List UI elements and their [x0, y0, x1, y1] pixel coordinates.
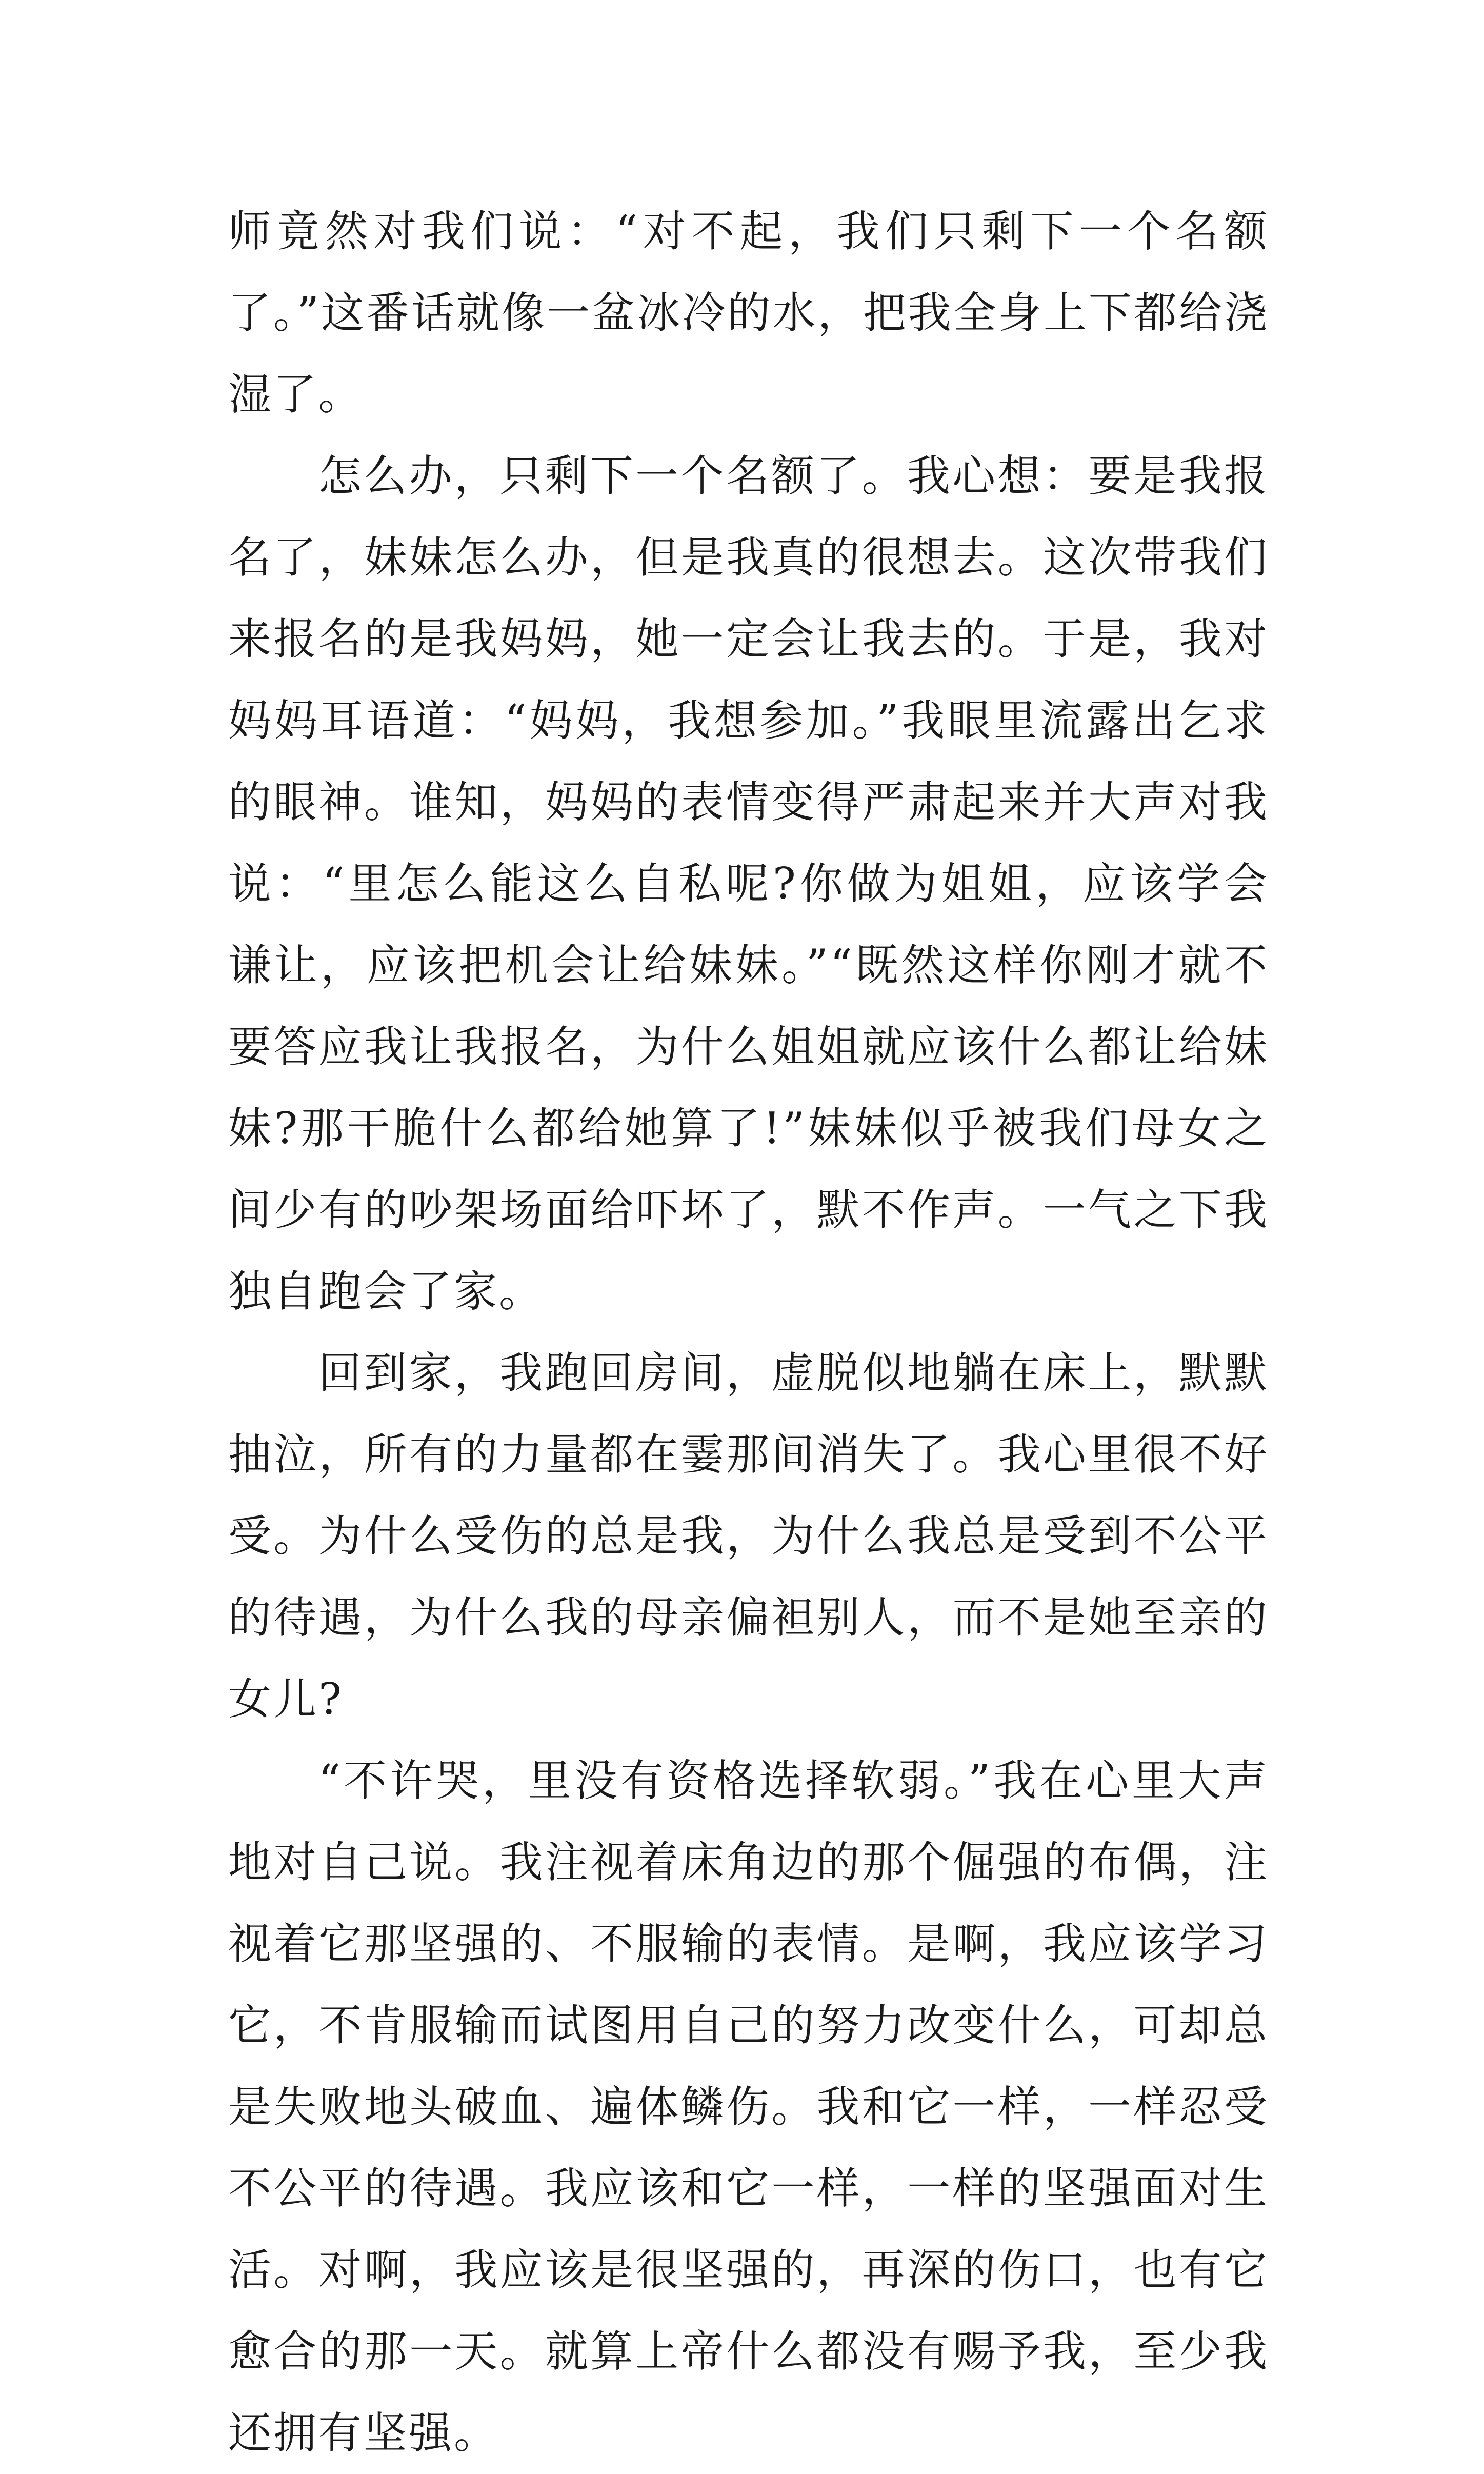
paragraph-3: 回到家，我跑回房间，虚脱似地躺在床上，默默抽泣，所有的力量都在霎那间消失了。我心里很不好受。为什么受伤的总是我，为什么我总是受到不公平的待遇，为什么我的母亲偏袒别人，而不是她至亲的女儿? — [228, 1348, 1269, 1724]
paragraph-2: 怎么办，只剩下一个名额了。我心想：要是我报名了，妹妹怎么办，但是我真的很想去。这次带我们来报名的是我妈妈，她一定会让我去的。于是，我对妈妈耳语道：“妈妈，我想参加。”我眼里流露出乞求的眼神。谁知，妈妈的表情变得严肃起来并大声对我说：“里怎么能这么自私呢?你做为姐姐，应该学会谦让，应该把机会让给妹妹。”“既然这样你刚才就不要答应我让我报名，为什么姐姐就应该什么都让给妹妹?那干脆什么都给她算了!”妹妹似乎被我们母女之间少有的吵架场面给吓坏了，默不作声。一气之下我独自跑会了家。 — [228, 451, 1269, 1316]
body-text — [228, 191, 1269, 2474]
paragraph-4: “不许哭，里没有资格选择软弱。”我在心里大声地对自己说。我注视着床角边的那个倔强的布偶，注视着它那坚强的、不服输的表情。是啊，我应该学习它，不肯服输而试图用自己的努力改变什么，可却总是失败地头破血、遍体鳞伤。我和它一样，一样忍受不公平的待遇。我应该和它一样，一样的坚强面对生活。对啊，我应该是很坚强的，再深的伤口，也有它愈合的那一天。就算上帝什么都没有赐予我，至少我还拥有坚强。 — [228, 1755, 1269, 2458]
paragraph-1: 师竟然对我们说：“对不起，我们只剩下一个名额了。”这番话就像一盆冰冷的水，把我全身上下都给浇湿了。 — [228, 206, 1269, 420]
